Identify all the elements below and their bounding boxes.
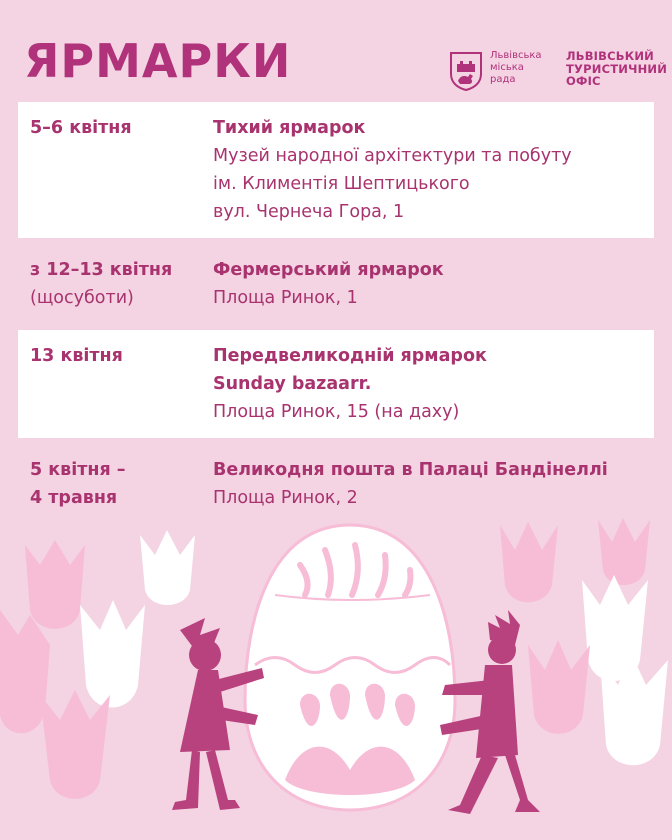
city-council-logo-text: Львівська міська рада	[490, 50, 542, 85]
event-date: 13 квітня	[30, 346, 123, 366]
event-detail: Музей народної архітектури та побуту	[213, 146, 572, 166]
tulip-icon	[582, 575, 648, 681]
event-row	[0, 256, 672, 326]
tulip-icon	[25, 540, 85, 629]
event-info	[213, 256, 444, 312]
event-name: Фермерський ярмарок	[213, 260, 444, 280]
tulip-icon	[528, 640, 590, 734]
event-row	[18, 102, 654, 238]
logos	[448, 50, 667, 92]
page-title: ЯРМАРКИ	[24, 34, 292, 88]
event-detail: вул. Чернеча Гора, 1	[213, 202, 405, 222]
event-info	[213, 342, 487, 426]
tourist-office-logo: ЛЬВІВСЬКИЙ ТУРИСТИЧНИЙ ОФІС	[566, 49, 668, 88]
tulip-icon	[598, 518, 650, 585]
event-name: Sunday bazaarr.	[213, 374, 372, 394]
event-date: з 12–13 квітня (щосуботи)	[30, 260, 173, 308]
event-row	[18, 330, 654, 438]
lviv-crest-icon	[448, 50, 484, 92]
tulip-icon	[80, 600, 145, 708]
easter-egg-icon	[245, 525, 455, 810]
event-date: 5 квітня – 4 травня	[30, 460, 126, 508]
easter-illustration	[0, 500, 672, 840]
event-date: 5–6 квітня	[30, 118, 132, 138]
event-name: Великодня пошта в Палаці Бандінеллі	[213, 460, 608, 480]
event-info	[213, 114, 572, 226]
event-name: Тихий ярмарок	[213, 118, 366, 138]
event-detail: Площа Ринок, 2	[213, 488, 358, 508]
tulip-icon	[40, 690, 110, 799]
tulip-icon	[140, 530, 195, 605]
event-detail: Площа Ринок, 15 (на даху)	[213, 402, 460, 422]
event-name: Передвеликодній ярмарок	[213, 346, 487, 366]
tulip-icon	[500, 522, 558, 602]
event-detail: ім. Климентія Шептицького	[213, 174, 470, 194]
event-detail: Площа Ринок, 1	[213, 288, 358, 308]
